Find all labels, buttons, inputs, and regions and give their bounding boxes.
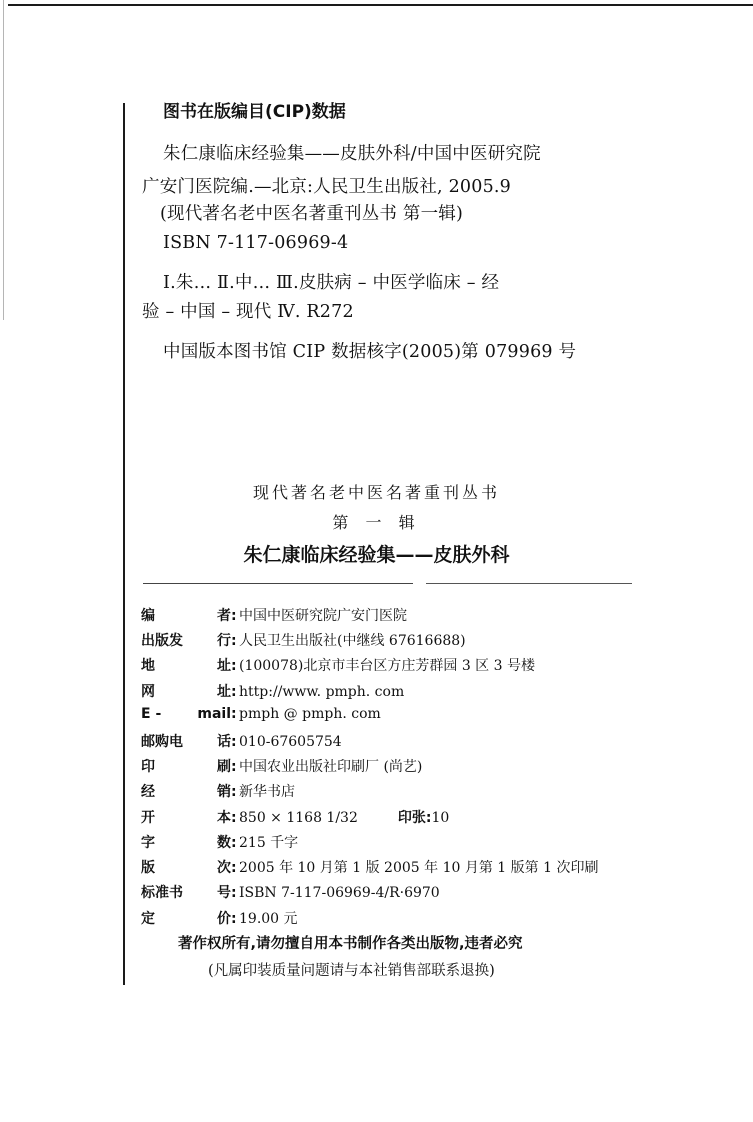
colophon-label: 印 刷 [141,759,231,775]
cip-line-series: (现代著名老中医名著重刊丛书 第一辑) [160,204,464,224]
colophon-value: 新华书店 [239,784,295,800]
colophon-value: (100078)北京市丰台区方庄芳群园 3 区 3 号楼 [239,658,535,674]
colophon-label: 经 销 [141,784,231,800]
colophon-label: 地 址 [141,658,231,674]
colophon-value: 215 千字 [239,835,299,851]
colophon-row-email: E - mail : pmph @ pmph. com [141,706,381,722]
cip-heading: 图书在版编目(CIP)数据 [163,102,346,122]
email-link[interactable]: pmph @ pmph. com [239,706,381,722]
colophon-row-standard-book-number: 标准书 号 : ISBN 7-117-06969-4/R·6970 [141,882,440,904]
colophon-label: 出版发 行 [141,633,231,649]
colophon-row-editor: 编 者 : 中国中医研究院广安门医院 [141,605,407,627]
book-title: 朱仁康临床经验集——皮肤外科 [243,544,510,566]
cip-number: 中国版本图书馆 CIP 数据核字(2005)第 079969 号 [163,342,577,362]
colophon-row-word-count: 字 数 : 215 千字 [141,832,298,854]
colophon-row-edition: 版 次 : 2005 年 10 月第 1 版 2005 年 10 月第 1 版第 1 次印刷 [141,857,598,879]
colophon-row-publisher: 出版发 行 : 人民卫生出版社(中继线 67616688) [141,630,466,652]
colophon-label: E - mail [141,706,231,722]
title-divider-left [143,583,413,584]
colophon-label: 字 数 [141,835,231,851]
cip-classification-line-2: 验 – 中国 – 现代 Ⅳ. R272 [142,302,354,322]
colophon-label: 邮购电 话 [141,734,231,750]
colophon-value: ISBN 7-117-06969-4/R·6970 [239,885,440,901]
series-volume: 第 一 辑 [332,513,421,532]
colophon-label: 开 本 [141,810,231,826]
colophon-label: 编 者 [141,608,231,624]
colophon-row-format: 开 本 : 850 × 1168 1/32 印张: 10 [141,807,449,829]
cip-line-publisher: 广安门医院编.—北京:人民卫生出版社, 2005.9 [142,177,512,197]
colophon-label: 网 址 [141,684,231,700]
colophon-row-printer: 印 刷 : 中国农业出版社印刷厂 (尚艺) [141,756,422,778]
series-title: 现代著名老中医名著重刊丛书 [252,483,500,502]
colophon-row-distributor: 经 销 : 新华书店 [141,781,295,803]
colophon-value: 19.00 元 [239,911,298,927]
printed-sheets-label: 印张: [397,810,432,826]
colophon-label: 标准书 号 [141,885,231,901]
copyright-notice: 著作权所有,请勿擅自用本书制作各类出版物,违者必究 [178,936,523,952]
quality-return-note: (凡属印装质量问题请与本社销售部联系退换) [208,963,495,979]
page-edge-line [3,0,4,320]
website-link[interactable]: http://www. pmph. com [239,684,405,700]
cip-line-isbn: ISBN 7-117-06969-4 [163,233,349,253]
colophon-label: 定 价 [141,911,231,927]
colophon-row-mail-order-phone: 邮购电 话 : 010-67605754 [141,731,342,753]
colophon-value: 010-67605754 [239,734,342,750]
colophon-value: 中国中医研究院广安门医院 [239,608,407,624]
colophon-row-website: 网 址 : http://www. pmph. com [141,681,404,703]
cip-line-title: 朱仁康临床经验集——皮肤外科/中国中医研究院 [163,144,541,164]
printed-sheets-value: 10 [431,810,450,826]
colophon-value: 中国农业出版社印刷厂 (尚艺) [239,759,423,775]
cip-classification-line-1: Ⅰ.朱… Ⅱ.中… Ⅲ.皮肤病 – 中医学临床 – 经 [163,273,500,293]
colophon-value: 人民卫生出版社(中继线 67616688) [239,633,466,649]
colophon-label: 版 次 [141,860,231,876]
margin-rule [123,103,125,985]
colophon-value: 2005 年 10 月第 1 版 2005 年 10 月第 1 版第 1 次印刷 [239,860,599,876]
top-rule [8,4,753,6]
colophon-row-price: 定 价 : 19.00 元 [141,908,298,930]
title-divider-right [426,583,632,584]
colophon-row-address: 地 址 : (100078)北京市丰台区方庄芳群园 3 区 3 号楼 [141,655,535,677]
colophon-value: 850 × 1168 1/32 [239,810,358,826]
